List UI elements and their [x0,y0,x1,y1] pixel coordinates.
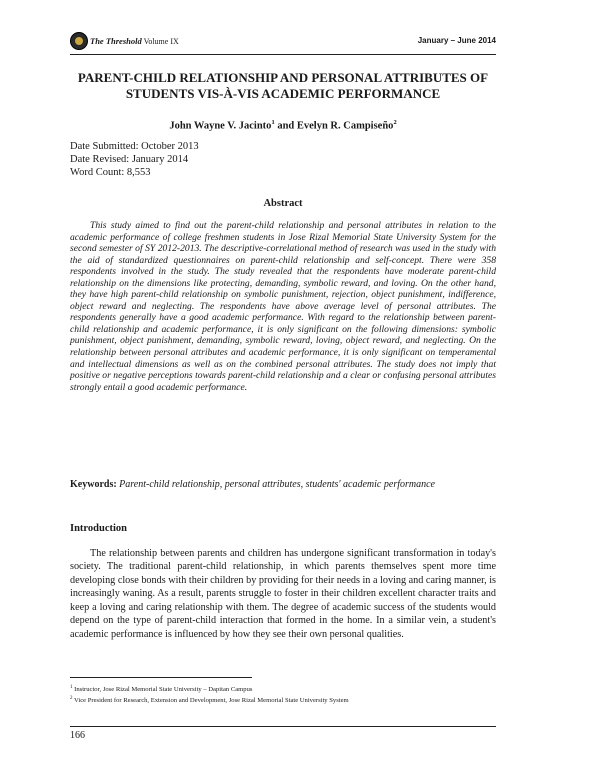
submission-info [70,140,496,179]
author-connector: and [274,120,297,132]
journal-seal-logo [70,32,88,50]
journal-brand: The Threshold [90,36,142,46]
date-submitted: Date Submitted: October 2013 [70,141,199,152]
paper-title: PARENT-CHILD RELATIONSHIP AND PERSONAL ATTRIBUTES OF STUDENTS VIS-À-VIS ACADEMIC PERFORMANCE [77,70,489,101]
author-2: Evelyn R. Campiseño [296,120,394,132]
footnote-1-mark: 1 [70,685,73,690]
author-2-footnote-mark: 2 [393,119,397,126]
issue-period: January – June 2014 [417,36,496,45]
footnote-1 [70,684,500,694]
author-line [70,116,496,133]
running-header [70,30,496,55]
page-number: 166 [70,730,85,741]
footnote-divider [70,677,252,678]
word-count: Word Count: 8,553 [70,167,151,178]
footnote-2-text: Vice President for Research, Extension and Development, Jose Rizal Memorial State University System [72,697,349,705]
footnote-2-mark: 2 [70,696,73,701]
date-revised: Date Revised: January 2014 [70,154,189,165]
author-1: John Wayne V. Jacinto [169,120,272,132]
footnote-1-text: Instructor, Jose Rizal Memorial State University – Dapitan Campus [72,686,253,694]
footnote-2 [70,695,500,705]
introduction-heading: Introduction [70,523,127,534]
keywords-label: Keywords: [70,479,117,490]
journal-name [90,36,179,46]
introduction-body: The relationship between parents and children has undergone significant transformation in today's society. The traditional parent-child relationship, in which parents themselves spent more time developing close bonds with their children by providing for their needs in a loving and caring manner, is increasingly waning. As a result, parents struggle to foster in their children excellent character traits and keep a loving and caring relationship with them. The degree of academic success of the students would depend on the type of parent-child interaction that formed in the home. In a similar vein, a student's academic performance is influenced by how they see their own personal qualities. [70,548,496,640]
footer-divider [70,726,496,727]
abstract-heading: Abstract [263,198,303,209]
keywords [70,479,496,491]
abstract-body: This study aimed to find out the parent-child relationship and personal attributes in relation to the academic performance of college freshmen students in Jose Rizal Memorial State University System for the second semester of SY 2012-2013. The descriptive-correlational method of research was used in the study with the aid of standardized questionnaires on parent-child relationship and self-concept. There were 358 respondents involved in the study. The study revealed that the respondents have moderate parent-child relationship on the dimensions like protecting, demanding, symbolic reward, and loving. On the other hand, they have high parent-child relationship on symbolic punishment, rejection, object punishment, indifference, object reward and neglecting. The respondents have above average level of personal attributes. The respondents generally have a good academic performance. With regard to the relationship between parent-child relationship and academic performance, it is only significant on the following dimensions: symbolic punishment, object punishment, demanding, symbolic reward, loving, object reward, and neglecting. On the relationship between personal attributes and academic performance, it is only significant on temperamental and intellectual dimensions as well as on the combined personal attributes. The study does not imply that positive or negative perceptions towards parent-child relationship and a clear or confusing personal attributes strongly entail a good academic performance. [70,220,496,393]
keywords-text: Parent-child relationship, personal attributes, students' academic performance [116,479,435,490]
journal-volume: Volume IX [141,37,179,46]
author-1-footnote-mark: 1 [271,119,275,126]
